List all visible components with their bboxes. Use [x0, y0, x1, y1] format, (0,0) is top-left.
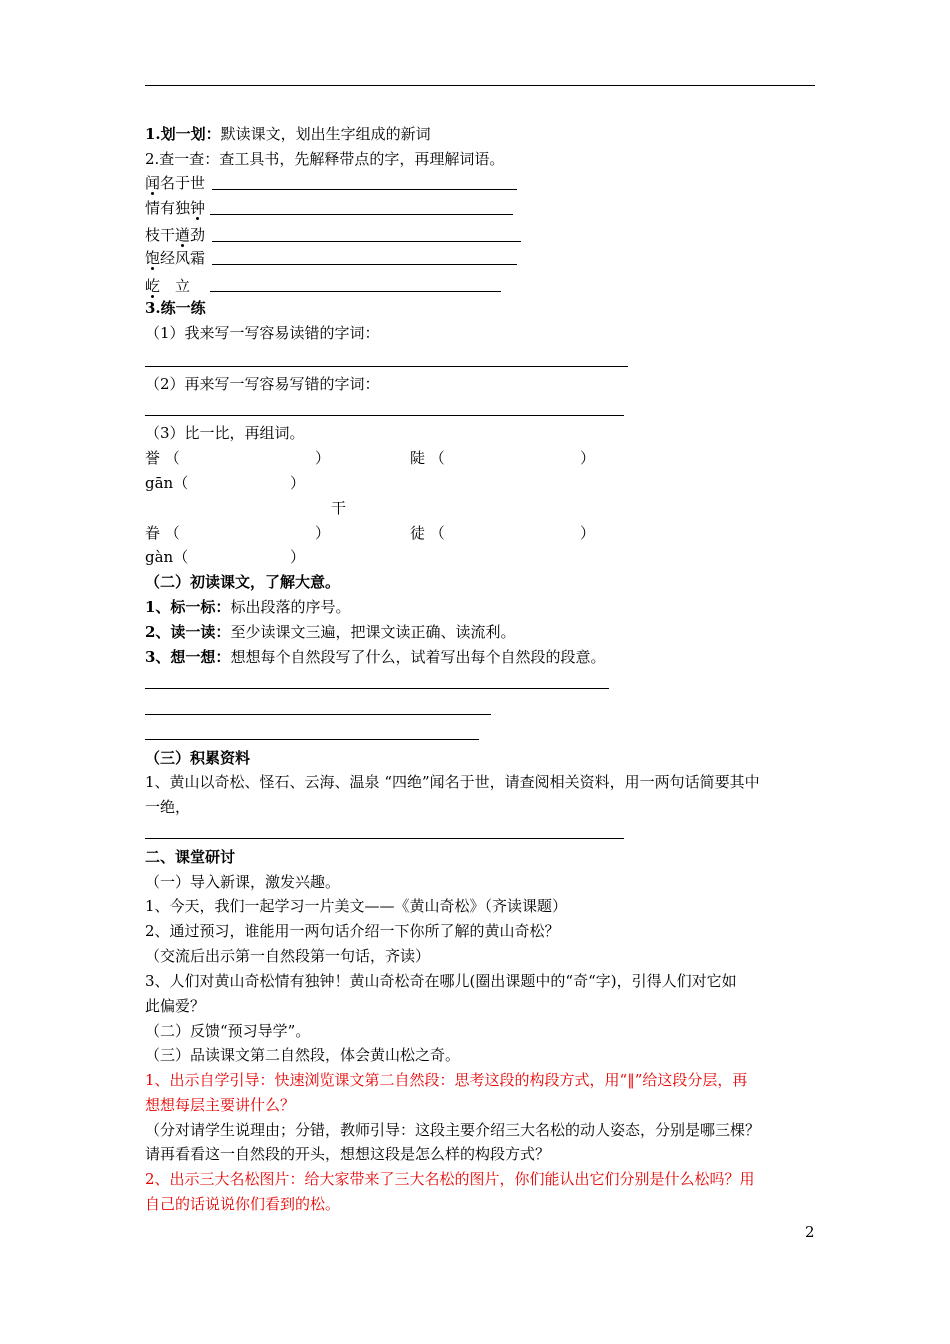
vocab-word: [145, 173, 205, 193]
word-rest: 劲: [190, 226, 206, 244]
paren-close: ）: [290, 548, 306, 566]
paren-close: ）: [315, 449, 331, 467]
word-rest: 名于世: [160, 174, 206, 192]
section2-line: 3、人们对黄山奇松情有独钟！黄山奇松奇在哪儿(圈出课题中的“奇“字)，引得人们对它如: [145, 972, 737, 990]
step-text: 查工具书，先解释带点的字，再理解词语。: [219, 150, 505, 168]
item-text: 想想每个自然段写了什么，试着写出每个自然段的段意。: [230, 648, 606, 666]
step-text: 默读课文，划出生字组成的新词: [220, 125, 431, 143]
section2-line: 此偏爱？: [145, 997, 206, 1015]
paren-close: ）: [580, 524, 596, 542]
section2-line: （交流后出示第一自然段第一句话，齐读）: [145, 947, 431, 965]
part2-title: （二）初读课文，了解大意。: [145, 573, 341, 591]
compare-char-tu: 徒 （: [410, 524, 445, 542]
section2-red-line: 自己的话说说你们看到的松。: [145, 1195, 341, 1213]
section2-line: （二）反馈“预习导学”。: [145, 1022, 311, 1040]
compare-char-juan: 眷 （: [145, 524, 180, 542]
part2-item-3: [145, 647, 605, 667]
section2-red-line: 2、出示三大名松图片：给大家带来了三大名松的图片，你们能认出它们分别是什么松吗？用: [145, 1170, 755, 1188]
word-rest: 经风霜: [160, 249, 206, 267]
item-label: 2、读一读：: [145, 623, 231, 641]
part2-item-1: [145, 597, 350, 617]
char-gan: 干: [331, 499, 347, 517]
part3-line-1: 1、黄山以奇松、怪石、云海、温泉 “四绝”闻名于世，请查阅相关资料，用一两句话简要其中: [145, 773, 760, 791]
step-lookup: [145, 149, 504, 169]
item-label: 3、想一想：: [145, 648, 231, 666]
section2-line: （一）导入新课，激发兴趣。: [145, 873, 341, 891]
word-pre: 情有独: [145, 199, 191, 217]
section2-red-line: 1、出示自学引导：快速浏览课文第二自然段：思考这段的构段方式，用“‖”给这段分层，再: [145, 1071, 748, 1089]
practice-item-1: （1）我来写一写容易读错的字词：: [145, 324, 380, 342]
answer-line[interactable]: [145, 366, 628, 367]
answer-line[interactable]: [212, 241, 521, 242]
word-rest: 立: [160, 277, 191, 295]
dotted-char: 闻: [145, 174, 161, 192]
section2-line: （三）品读课文第二自然段，体会黄山松之奇。: [145, 1046, 461, 1064]
section2-line: 1、今天，我们一起学习一片美文——《黄山奇松》（齐读课题）: [145, 897, 568, 915]
answer-line[interactable]: [212, 189, 517, 190]
dotted-char: 遒: [175, 226, 191, 244]
section2-line: 请再看看这一自然段的开头，想想这段是怎么样的构段方式？: [145, 1145, 551, 1163]
step-label: 2.查一查：: [145, 150, 220, 168]
compare-char-dou: 陡 （: [410, 449, 445, 467]
practice-item-3: （3）比一比，再组词。: [145, 424, 305, 442]
item-text: 标出段落的序号。: [230, 598, 351, 616]
answer-line[interactable]: [145, 714, 491, 715]
answer-line[interactable]: [212, 264, 517, 265]
vocab-word: [145, 248, 205, 268]
step-label: 1.划一划：: [145, 125, 221, 143]
answer-line[interactable]: [145, 838, 624, 839]
section2-title: 二、课堂研讨: [145, 848, 236, 866]
vocab-word: [145, 198, 205, 218]
vocab-word: [145, 276, 190, 296]
dotted-char: 屹: [145, 277, 161, 295]
paren-close: ）: [315, 524, 331, 542]
step-highlight: [145, 124, 431, 144]
word-pre: 枝干: [145, 226, 176, 244]
pinyin-gan2: gàn（: [145, 548, 189, 566]
item-label: 1、标一标：: [145, 598, 231, 616]
answer-line[interactable]: [145, 739, 479, 740]
answer-line[interactable]: [145, 688, 609, 689]
dotted-char: 钟: [190, 199, 206, 217]
dotted-char: 饱: [145, 249, 161, 267]
section2-line: （分对请学生说理由；分错，教师引导：这段主要介绍三大名松的动人姿态，分别是哪三棵？: [145, 1121, 761, 1139]
practice-item-2: （2）再来写一写容易写错的字词：: [145, 375, 380, 393]
practice-title: 3.练一练: [145, 299, 206, 317]
page-number: 2: [805, 1223, 815, 1241]
section2-line: 2、通过预习，谁能用一两句话介绍一下你所了解的黄山奇松？: [145, 922, 560, 940]
answer-line[interactable]: [145, 415, 624, 416]
item-text: 至少读课文三遍，把课文读正确、读流利。: [230, 623, 516, 641]
compare-char-yu: 誉 （: [145, 449, 180, 467]
vocab-word: [145, 225, 205, 245]
header-rule: [145, 85, 815, 86]
paren-close: ）: [290, 474, 306, 492]
section2-red-line: 想想每层主要讲什么？: [145, 1096, 296, 1114]
pinyin-gan1: gān（: [145, 474, 189, 492]
part3-title: （三）积累资料: [145, 749, 251, 767]
part3-line-2: 一绝，: [145, 798, 191, 816]
part2-item-2: [145, 622, 515, 642]
paren-close: ）: [580, 449, 596, 467]
answer-line[interactable]: [210, 214, 513, 215]
answer-line[interactable]: [210, 291, 501, 292]
